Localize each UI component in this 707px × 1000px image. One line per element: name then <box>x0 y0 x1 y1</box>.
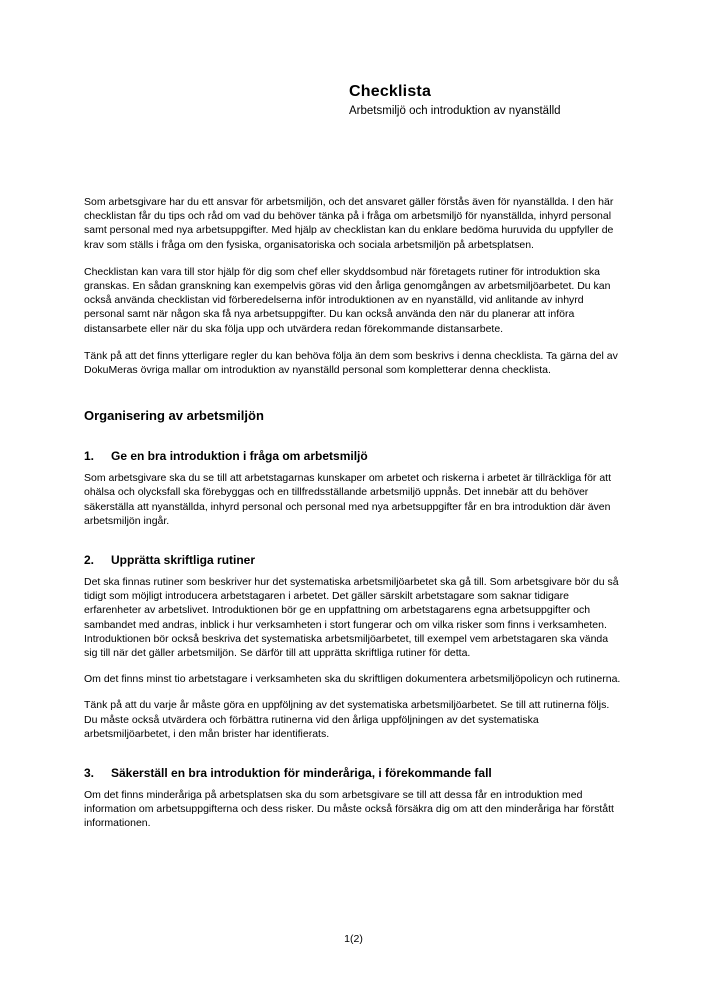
page-number: 1(2) <box>344 933 363 945</box>
intro-paragraph: Som arbetsgivare har du ett ansvar för arbetsmiljön, och det ansvaret gäller förstås även för nyanställda. I den här checklistan får du tips och råd om vad du behöver tänka på i fråga om arbetsmiljö för nyanställda, inhyrd personal samt personal med nya arbetsuppgifter. Med hjälp av checklistan kan du enklare bedöma huruvida du uppfyller de krav som ställs i fråga om den fysiska, organisatoriska och sociala arbetsmiljön på arbetsplatsen. <box>84 196 614 251</box>
checklist-item-paragraph: Om det finns minderåriga på arbetsplatsen ska du som arbetsgivare se till att dessa får en introduktion med information om arbetsuppgifterna och dess risker. Du måste också försäkra dig om att den minderåriga har förstått informationen. <box>84 789 614 830</box>
checklist-item-number: 2. <box>84 553 95 568</box>
checklist-item <box>84 553 624 741</box>
document-content <box>84 0 624 831</box>
checklist-item-title <box>84 766 624 781</box>
checklist-item-paragraph: Som arbetsgivare ska du se till att arbetstagarnas kunskaper om arbetet och riskerna i arbetet är tillräckliga för att ohälsa och olycksfall ska förebyggas och en tillfredsställande arbetsmiljö uppnås. Det innebär att du behöver säkerställa att nyanställda, inhyrd personal och personal med nya arbetsuppgifter får en bra introduktion där även arbetsmiljön ingår. <box>84 472 611 527</box>
intro-section <box>84 195 624 377</box>
checklist-item-heading: Säkerställ en bra introduktion för minderåriga, i förekommande fall <box>111 766 492 781</box>
checklist-item-heading: Ge en bra introduktion i fråga om arbetsmiljö <box>111 449 368 464</box>
intro-paragraph: Checklistan kan vara till stor hjälp för dig som chef eller skyddsombud när företagets rutiner för introduktion ska granskas. En sådan granskning kan exempelvis göras vid den årliga genomgången av arbetsmiljöarbetet. Du kan också använda checklistan vid förberedelserna inför introduktionen av en nyanställd, vid anlitande av inhyrd personal samt när någon ska få nya arbetsuppgifter. Du kan också använda den när du planerar att införa distansarbete eller när du ska följa upp och utvärdera redan förekommande distansarbete. <box>84 265 611 335</box>
checklist-item-title <box>84 449 624 464</box>
page-title: Checklista <box>349 83 432 100</box>
document-header <box>349 82 624 119</box>
intro-paragraph: Tänk på att det finns ytterligare regler du kan behöva följa än dem som beskrivs i denna checklista. Ta gärna del av DokuMeras övriga mallar om introduktion av nyanställd personal som kompletterar denna checklista. <box>84 349 618 377</box>
section-heading: Organisering av arbetsmiljön <box>84 408 264 424</box>
checklist-item-number: 1. <box>84 449 95 464</box>
checklist-item-number: 3. <box>84 766 95 781</box>
checklist-item-paragraph: Det ska finnas rutiner som beskriver hur det systematiska arbetsmiljöarbetet ska gå till. Som arbetsgivare bör du så tidigt som möjligt introducera arbetstagaren i arbetet. Det gäller särskilt arbetstagare som saknar tidigare erfarenheter av arbetslivet. Introduktionen bör ge en uppfattning om arbetstagarens egna arbetsuppgifter och sambandet med andras, inblick i hur verksamheten i stort fungerar och om vilka risker som finns i verksamheten. Introduktionen bör också beskriva det systematiska arbetsmiljöarbetet, till exempel vem arbetstagaren ska vända sig till när det gäller arbetsmiljön. Se därför till att upprätta skriftliga rutiner för detta. <box>84 576 619 660</box>
checklist-item-title <box>84 553 624 568</box>
checklist-item-heading: Upprätta skriftliga rutiner <box>111 553 256 568</box>
checklist-item-paragraph: Tänk på att du varje år måste göra en uppföljning av det systematiska arbetsmiljöarbetet. Se till att rutinerna följs. Du måste också utvärdera och förbättra rutinerna vid den årliga uppföljningen av det systematiska arbetsmiljöarbetet, i den mån brister har identifierats. <box>84 699 610 740</box>
page-subtitle: Arbetsmiljö och introduktion av nyanställd <box>349 105 561 117</box>
checklist-item <box>84 766 624 831</box>
checklist-item-paragraph: Om det finns minst tio arbetstagare i verksamheten ska du skriftligen dokumentera arbetsmiljöpolicyn och rutinerna. <box>84 673 621 686</box>
page-footer <box>0 932 707 946</box>
checklist-item <box>84 449 624 528</box>
